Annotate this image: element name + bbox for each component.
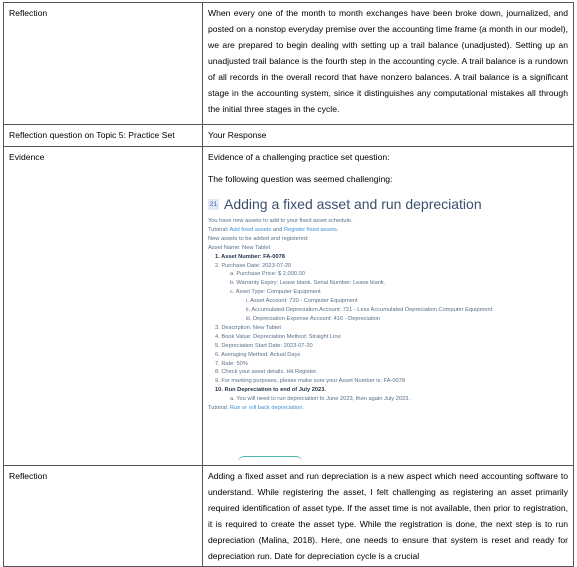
evidence-intro-2: The following question was seemed challenging:	[208, 174, 393, 184]
question-title: Adding a fixed asset and run depreciation	[224, 196, 482, 212]
step-book-value: 4. Book Value: Depreciation Method: Straight Line	[215, 333, 341, 340]
row-content: Adding a fixed asset and run depreciation is a new aspect which need accounting software to understand. While registering the asset, I felt challenging as registering an asset primarily required identification of asset type. If the asset time is not available, then prior to registration, it is required to create the asset type. While the registration is done, the next step is to run depreciation (Malina, 2018). Here, one needs to ensure that system is reset and ready for depreciation run. Date for depreciation cycle is a crucial	[203, 466, 574, 567]
asset-name: Asset Name: New Tablet	[208, 244, 271, 251]
new-assets-label: New assets to be added and registered:	[208, 235, 309, 242]
tutorial2-prefix: Tutorial:	[208, 405, 230, 412]
evidence-intro: Evidence of a challenging practice set question:	[208, 152, 390, 162]
step-purchase-date: 2. Purchase Date: 2023-07-20	[215, 262, 292, 269]
step-expense-account: iii. Depreciation Expense Account: 416 - Depreciation	[246, 315, 381, 322]
table-row	[4, 3, 574, 125]
step-marking: 9. For marking purposes, please make sure your Asset Number is: FA-0078	[215, 378, 405, 385]
step-averaging: 6. Averaging Method: Actual Days	[215, 351, 301, 358]
step-purchase-price: a. Purchase Price: $ 2,000.00	[230, 271, 305, 278]
step-asset-type: c. Asset Type: Computer Equipment	[230, 289, 321, 296]
row-label: Reflection	[4, 3, 203, 125]
step-rate: 7. Rate: 50%	[215, 360, 248, 367]
tutorial-line-2	[208, 404, 568, 413]
table-row	[4, 125, 574, 147]
table-row	[4, 147, 574, 466]
tutorial2-end: .	[302, 405, 304, 412]
step-description: 3. Description: New Tablet	[215, 324, 281, 331]
instruction-line: You have new assets to add to your fixed asset schedule.	[208, 218, 353, 224]
question-number-badge: 21	[209, 200, 218, 208]
step-asset-number: 1. Asset Number: FA-0078	[215, 253, 285, 260]
row-label: Evidence	[4, 147, 203, 466]
tutorial-prefix: Tutorial:	[208, 226, 230, 233]
evidence-cell	[203, 147, 574, 466]
row-content: When every one of the month to month exchanges have been broke down, journalized, and posted on a nonstop everyday premise over the accounting time frame (a month in our model), we are prepared to begin dealing with setting up a trail balance (unadjusted). Setting up an unadjusted trail balance is the fourth step in the accounting cycle. A trail balance is a rundown of all records in the overall record that have nonzero balances. A trail balance is a significant stage in the accounting system, since it distinguishes any computational mistakes all through the initial three stages in the cycle.	[203, 3, 574, 125]
practice-question-screenshot	[208, 193, 568, 463]
row-label: Reflection question on Topic 5: Practice Set	[4, 125, 203, 147]
step-asset-account: i. Asset Account: 720 - Computer Equipment	[246, 298, 358, 305]
tutorial-end: .	[336, 226, 339, 233]
add-fixed-assets-link[interactable]: Add fixed assets	[229, 226, 272, 233]
step-run-depreciation-note: a. You will need to run depreciation to June 2023, then again July 2023.	[230, 396, 410, 403]
run-depreciation-link[interactable]: Run or roll back depreciation	[229, 405, 303, 412]
step-warranty: b. Warranty Expiry: Leave blank. Serial Number: Leave blank.	[230, 280, 386, 287]
step-check: 8. Check your asset details. Hit Register.	[215, 369, 318, 376]
row-content: Your Response	[203, 125, 574, 147]
tutorial-and: and	[271, 226, 284, 233]
step-accumulated-account: ii. Accumulated Depreciation Account: 721 - Less Accumulated Depreciation Computer Equipment	[246, 307, 493, 314]
row-label: Reflection	[4, 466, 203, 567]
table-row	[4, 466, 574, 567]
tutorial-line	[208, 226, 568, 235]
step-run-depreciation: 10. Run Depreciation to end of July 2023.	[215, 387, 326, 394]
register-fixed-assets-link[interactable]: Register fixed assets	[284, 226, 337, 233]
question-header	[208, 193, 568, 215]
reflection-table	[3, 2, 574, 567]
submit-button-edge[interactable]	[238, 456, 302, 463]
step-start-date: 5. Depreciation Start Date: 2023-07-20	[215, 342, 313, 349]
